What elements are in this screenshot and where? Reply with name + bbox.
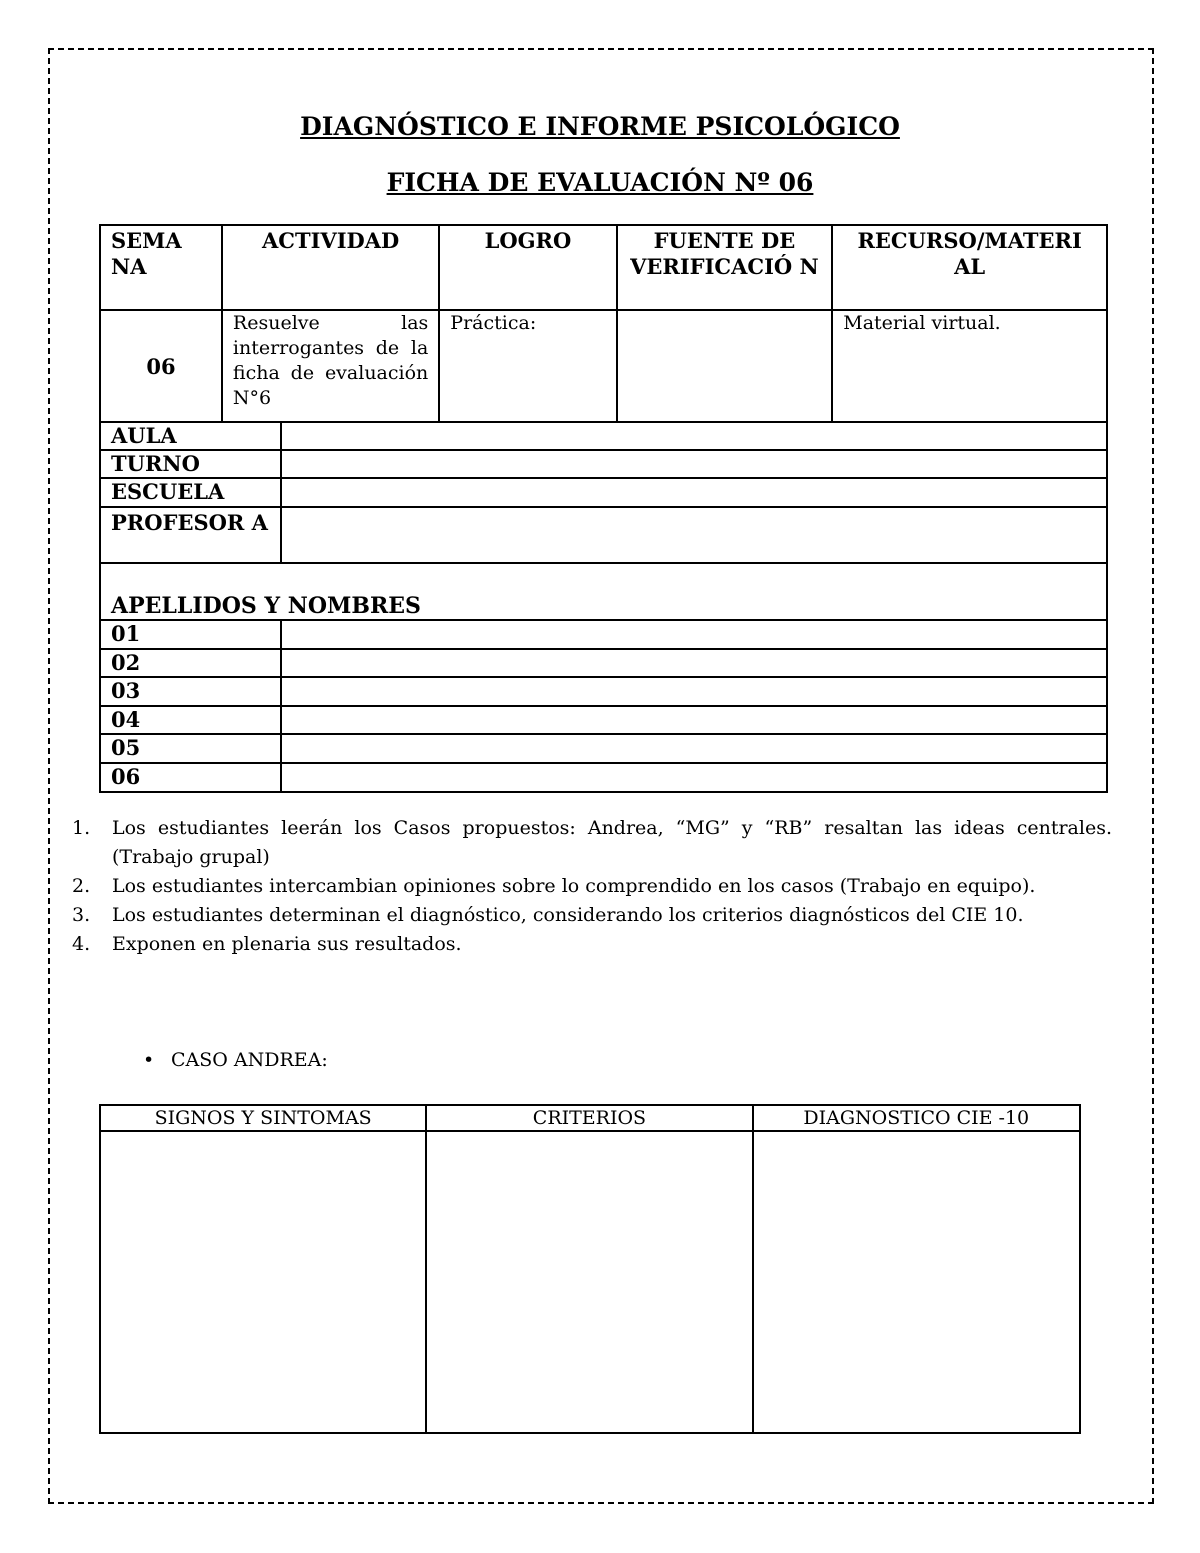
student-name-field[interactable] [281, 734, 1107, 763]
instruction-item [72, 814, 1112, 872]
header-criterios: CRITERIOS [426, 1105, 752, 1131]
label-profesora: PROFESOR A [100, 507, 281, 563]
student-name-field[interactable] [281, 706, 1107, 734]
cell-semana: 06 [100, 310, 222, 422]
instruction-text: Los estudiantes determinan el diagnóstico, considerando los criterios diagnósticos del CIE 10. [112, 904, 1024, 926]
student-name-field[interactable] [281, 649, 1107, 677]
header-signos: SIGNOS Y SINTOMAS [100, 1105, 426, 1131]
header-fuente: FUENTE DE VERIFICACIÓ N [617, 225, 833, 310]
label-apellidos: APELLIDOS Y NOMBRES [100, 563, 1107, 620]
cell-fuente [617, 310, 833, 422]
instruction-text: Los estudiantes leerán los Casos propuestos: Andrea, “MG” y “RB” resaltan las ideas centrales. (Trabajo grupal) [112, 817, 1112, 868]
label-aula: AULA [100, 422, 281, 450]
case-label [143, 1046, 328, 1075]
student-name-field[interactable] [281, 677, 1107, 706]
instruction-text: Los estudiantes intercambian opiniones sobre lo comprendido en los casos (Trabajo en equipo). [112, 875, 1036, 897]
instruction-item [72, 930, 1112, 959]
instruction-number: 3. [72, 904, 91, 926]
label-escuela: ESCUELA [100, 478, 281, 507]
label-turno: TURNO [100, 450, 281, 478]
case-table [99, 1104, 1081, 1434]
diagnostico-field[interactable] [753, 1131, 1080, 1433]
header-recurso: RECURSO/MATERI AL [832, 225, 1107, 310]
instruction-number: 1. [72, 817, 91, 839]
bullet-icon: • [143, 1049, 155, 1071]
instruction-item [72, 901, 1112, 930]
student-name-field[interactable] [281, 763, 1107, 792]
case-label-text: CASO ANDREA: [171, 1049, 328, 1071]
cell-logro: Práctica: [439, 310, 616, 422]
header-semana: SEMA NA [100, 225, 222, 310]
header-diagnostico: DIAGNOSTICO CIE -10 [753, 1105, 1080, 1131]
field-aula[interactable] [281, 422, 1107, 450]
header-logro: LOGRO [439, 225, 616, 310]
field-turno[interactable] [281, 450, 1107, 478]
instruction-number: 2. [72, 875, 91, 897]
activity-table [99, 224, 1108, 793]
field-profesora[interactable] [281, 507, 1107, 563]
student-number: 01 [100, 620, 281, 649]
signos-field[interactable] [100, 1131, 426, 1433]
student-number: 03 [100, 677, 281, 706]
field-escuela[interactable] [281, 478, 1107, 507]
header-actividad: ACTIVIDAD [222, 225, 439, 310]
cell-recurso: Material virtual. [832, 310, 1107, 422]
instruction-list [72, 814, 1112, 959]
instruction-number: 4. [72, 933, 91, 955]
student-number: 06 [100, 763, 281, 792]
instruction-item [72, 872, 1112, 901]
student-name-field[interactable] [281, 620, 1107, 649]
document-title: DIAGNÓSTICO E INFORME PSICOLÓGICO [300, 112, 900, 141]
document-subtitle: FICHA DE EVALUACIÓN Nº 06 [386, 168, 814, 197]
criterios-field[interactable] [426, 1131, 752, 1433]
student-number: 04 [100, 706, 281, 734]
instruction-text: Exponen en plenaria sus resultados. [112, 933, 462, 955]
student-number: 05 [100, 734, 281, 763]
student-number: 02 [100, 649, 281, 677]
cell-actividad: Resuelve las interrogantes de la ficha de evaluación N°6 [222, 310, 439, 422]
